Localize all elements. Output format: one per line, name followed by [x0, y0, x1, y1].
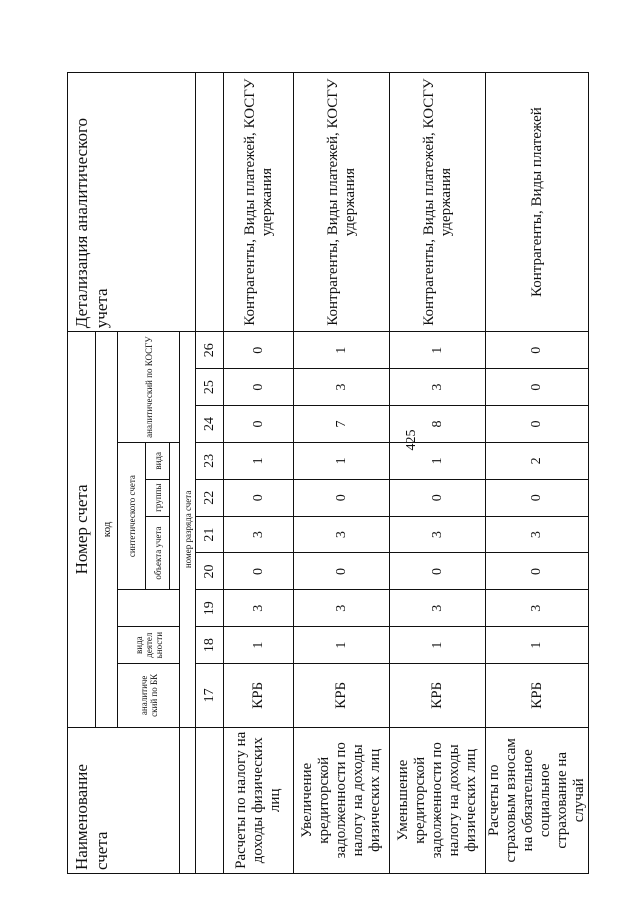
- row-val: 3: [294, 590, 390, 627]
- header-empty-19: [118, 590, 180, 627]
- header-group: группы: [146, 479, 170, 516]
- row-val: 0: [224, 406, 294, 443]
- header-empty-sub: [170, 442, 180, 589]
- row-val: 0: [486, 479, 589, 516]
- digit-18: 18: [196, 627, 224, 664]
- row-val: 0: [294, 553, 390, 590]
- row-val: 1: [224, 627, 294, 664]
- header-analytic-bk: аналитиче ский по БК: [118, 664, 180, 727]
- row-val: 0: [224, 369, 294, 406]
- row-val: 0: [224, 479, 294, 516]
- accounts-table: [67, 72, 589, 874]
- header-account-name: Наименование счета: [68, 727, 180, 873]
- row-val: 3: [224, 590, 294, 627]
- row-detail: Контрагенты, Виды платежей, КОСГУ удержания: [390, 73, 486, 332]
- row-val: 0: [224, 553, 294, 590]
- row-val: 7: [294, 406, 390, 443]
- row-krb: КРБ: [390, 664, 486, 727]
- header-empty-detail: [196, 73, 224, 332]
- row-val: 1: [390, 442, 486, 479]
- table-row: [294, 73, 390, 874]
- row-val: 0: [486, 406, 589, 443]
- header-code: код: [96, 332, 118, 727]
- table-row: [224, 73, 294, 874]
- rotated-table-wrapper: [67, 72, 589, 874]
- table-row: [390, 73, 486, 874]
- row-val: 0: [486, 332, 589, 369]
- row-val: 1: [486, 627, 589, 664]
- header-empty-name: [180, 727, 196, 873]
- row-val: 8: [390, 406, 486, 443]
- row-name: Уменьшение кредиторской задолженности по налогу на доходы физических лиц: [390, 727, 486, 873]
- row-val: 1: [224, 442, 294, 479]
- row-val: 1: [294, 627, 390, 664]
- row-val: 0: [294, 479, 390, 516]
- row-val: 1: [294, 332, 390, 369]
- row-val: 3: [294, 369, 390, 406]
- row-krb: КРБ: [294, 664, 390, 727]
- row-val: 0: [486, 369, 589, 406]
- row-val: 3: [224, 516, 294, 553]
- header-activity-type: вида деятел ьности: [118, 627, 180, 664]
- page-number: 425: [404, 429, 419, 451]
- digit-20: 20: [196, 553, 224, 590]
- row-name: Увеличение кредиторской задолженности по налогу на доходы физических лиц: [294, 727, 390, 873]
- digit-25: 25: [196, 369, 224, 406]
- row-val: 2: [486, 442, 589, 479]
- row-val: 3: [390, 369, 486, 406]
- row-detail: Контрагенты, Виды платежей: [486, 73, 589, 332]
- row-krb: КРБ: [224, 664, 294, 727]
- row-val: 3: [486, 590, 589, 627]
- row-name: Расчеты по страховым взносам на обязательное социальное страхование на случай: [486, 727, 589, 873]
- row-val: 0: [486, 553, 589, 590]
- digit-22: 22: [196, 479, 224, 516]
- row-val: 1: [390, 332, 486, 369]
- table-row: [486, 73, 589, 874]
- digit-19: 19: [196, 590, 224, 627]
- header-synthetic-account: синтетического счета: [118, 442, 146, 589]
- header-digit-number: номер разряда счета: [180, 332, 196, 727]
- row-detail: Контрагенты, Виды платежей, КОСГУ удержания: [294, 73, 390, 332]
- row-krb: КРБ: [486, 664, 589, 727]
- row-val: 1: [294, 442, 390, 479]
- digit-23: 23: [196, 442, 224, 479]
- row-val: 3: [390, 516, 486, 553]
- row-val: 1: [390, 627, 486, 664]
- row-val: 0: [390, 553, 486, 590]
- header-object: объекта учета: [146, 516, 170, 590]
- digit-17: 17: [196, 664, 224, 727]
- digit-26: 26: [196, 332, 224, 369]
- header-empty-name-2: [196, 727, 224, 873]
- header-analytic-kosgu: аналитический по КОСГУ: [118, 332, 180, 443]
- row-val: 0: [390, 479, 486, 516]
- row-name: Расчеты по налогу на доходы физических лиц: [224, 727, 294, 873]
- digit-21: 21: [196, 516, 224, 553]
- row-val: 3: [294, 516, 390, 553]
- header-kind: вида: [146, 442, 170, 479]
- row-val: 3: [486, 516, 589, 553]
- row-detail: Контрагенты, Виды платежей, КОСГУ удержания: [224, 73, 294, 332]
- row-val: 0: [224, 332, 294, 369]
- row-val: 3: [390, 590, 486, 627]
- digit-24: 24: [196, 406, 224, 443]
- header-analytic-detail: Детализация аналитического учета: [68, 73, 196, 332]
- header-account-number: Номер счета: [68, 332, 96, 727]
